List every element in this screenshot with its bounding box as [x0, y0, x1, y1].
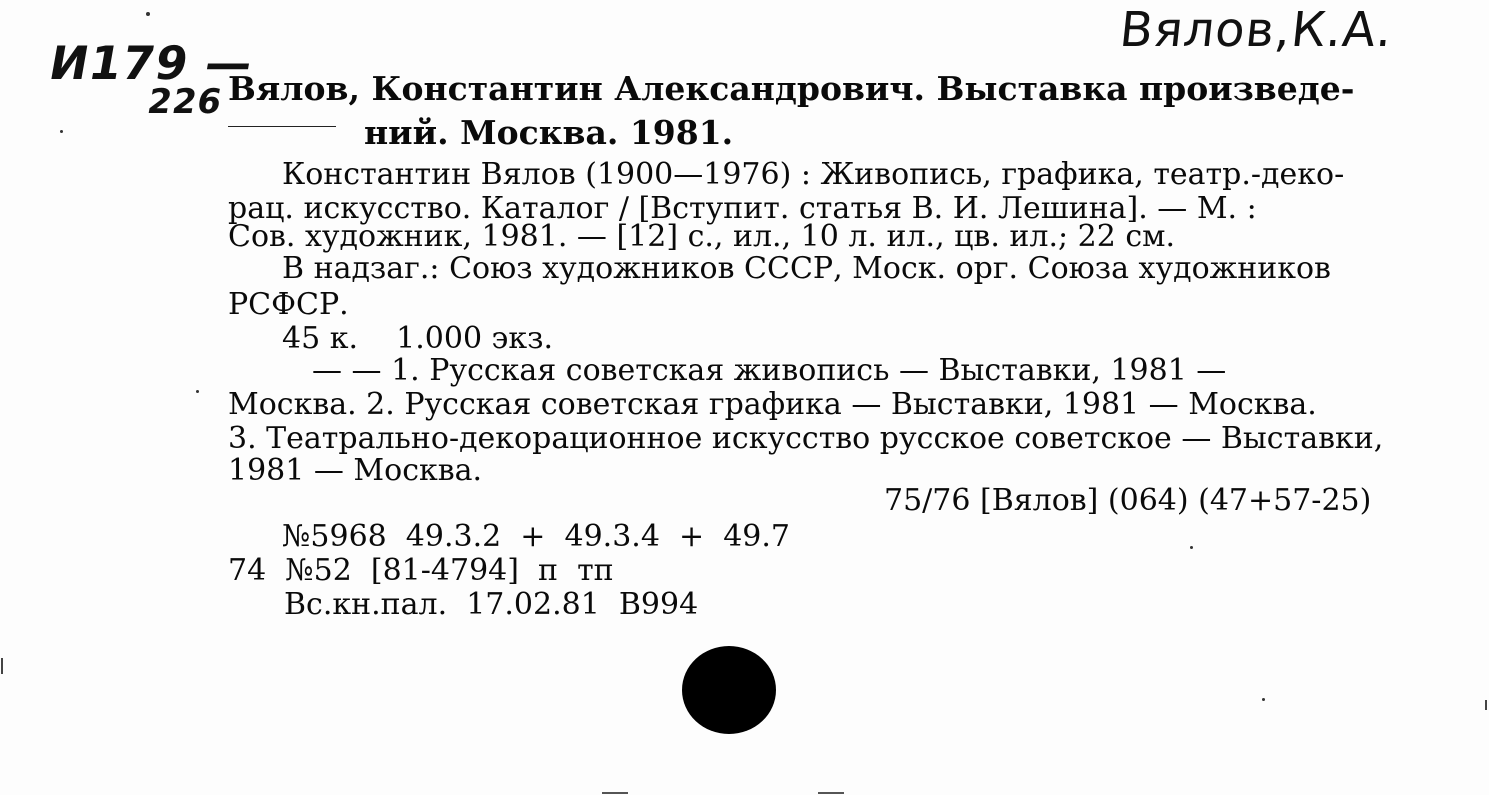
- heading-line-2: ний. Москва. 1981.: [364, 113, 734, 152]
- subject-line-1: — — 1. Русская советская живопись — Выставки, 1981 —: [312, 353, 1227, 388]
- scan-edge-mark: [1, 658, 3, 674]
- subject-line-2: Москва. 2. Русская советская графика — Выставки, 1981 — Москва.: [228, 387, 1317, 422]
- scan-edge-mark: [602, 792, 628, 794]
- code-line-3: Вс.кн.пал. 17.02.81 B994: [284, 587, 699, 622]
- scan-speck: [1262, 698, 1265, 701]
- heading-underline: [228, 126, 336, 127]
- body-line-1: Константин Вялов (1900—1976) : Живопись, графика, театр.-деко-: [282, 157, 1345, 192]
- body-line-2: рац. искусство. Каталог / [Вступит. статья В. И. Лешина]. — М. :: [228, 191, 1257, 226]
- scan-speck: [1190, 546, 1193, 549]
- heading-line-1: Вялов, Константин Александрович. Выставка произведе-: [228, 69, 1355, 108]
- handwritten-shelf-mark: И179 —: [45, 36, 258, 90]
- scan-edge-mark: [1485, 700, 1487, 710]
- code-line-2: 74 №52 [81-4794] п тп: [228, 553, 614, 588]
- price-print-run: 45 к. 1.000 экз.: [282, 321, 554, 356]
- body-line-5: РСФСР.: [228, 287, 349, 322]
- punch-hole: [682, 646, 776, 734]
- scan-speck: [196, 390, 199, 393]
- subject-line-4: 1981 — Москва.: [228, 453, 483, 488]
- body-line-4: В надзаг.: Союз художников СССР, Моск. орг. Союза художников: [282, 251, 1331, 286]
- scan-edge-mark: [818, 792, 844, 794]
- code-line-1: №5968 49.3.2 + 49.3.4 + 49.7: [282, 519, 791, 554]
- scan-speck: [60, 130, 63, 133]
- scan-speck: [146, 12, 150, 16]
- handwritten-name-tag: Вялов,К.А.: [1117, 2, 1396, 58]
- subject-line-3: 3. Театрально-декорационное искусство русское советское — Выставки,: [228, 421, 1384, 456]
- body-line-3: Сов. художник, 1981. — [12] с., ил., 10 л. ил., цв. ил.; 22 см.: [228, 219, 1176, 254]
- handwritten-shelf-sub: 226: [144, 82, 226, 122]
- classification-index: 75/76 [Вялов] (064) (47+57-25): [884, 483, 1372, 518]
